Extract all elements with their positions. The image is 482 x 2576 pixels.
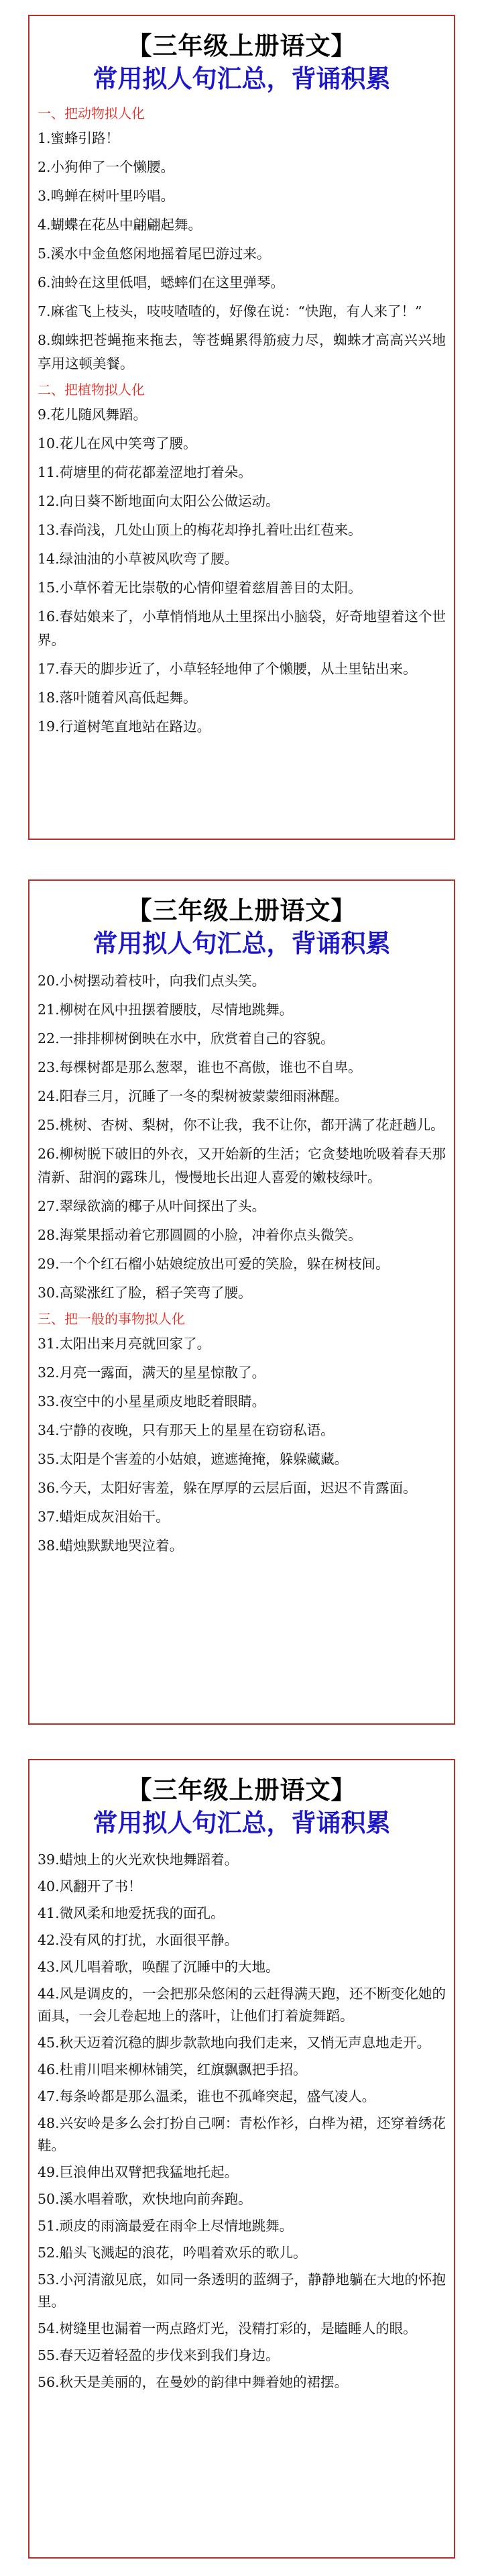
page-title: 【三年级上册语文】 (127, 896, 357, 925)
sentence-item: 47.每条岭都是那么温柔，谁也不孤峰突起，盛气凌人。 (38, 2088, 376, 2104)
sentence-item: 48.兴安岭是多么会打扮自己啊：青松作衫，白桦为裙，还穿着绣花鞋。 (38, 2115, 446, 2153)
sentence-item: 29.一个个红石榴小姑娘绽放出可爱的笑脸，躲在树枝间。 (38, 1256, 389, 1272)
sentence-item: 51.顽皮的雨滴最爱在雨伞上尽情地跳舞。 (38, 2218, 294, 2234)
page-title: 【三年级上册语文】 (127, 1776, 357, 1805)
sentence-item: 12.向日葵不断地面向太阳公公做运动。 (38, 493, 280, 509)
sentence-item: 50.溪水唱着歌，欢快地向前奔跑。 (38, 2191, 252, 2207)
sentence-item: 15.小草怀着无比崇敬的心情仰望着慈眉善目的太阳。 (38, 580, 362, 596)
sentence-item: 45.秋天迈着沉稳的脚步款款地向我们走来，又悄无声息地走开。 (38, 2035, 431, 2051)
sentence-item: 36.今天，太阳好害羞，躲在厚厚的云层后面，迟迟不肯露面。 (38, 1480, 417, 1496)
sentence-item: 16.春姑娘来了，小草悄悄地从土里探出小脑袋，好奇地望着这个世界。 (38, 608, 446, 648)
section-heading-things: 三、把一般的事物拟人化 (38, 1311, 185, 1327)
sentence-item: 35.太阳是个害羞的小姑娘，遮遮掩掩，躲躲藏藏。 (38, 1451, 349, 1467)
sentence-item: 55.春天迈着轻盈的步伐来到我们身边。 (38, 2347, 280, 2363)
sentence-item: 17.春天的脚步近了，小草轻轻地伸了个懒腰，从土里钻出来。 (38, 661, 417, 677)
sentence-item: 22.一排排柳树倒映在水中，欣赏着自己的容貌。 (38, 1030, 335, 1046)
sentence-item: 6.油蛉在这里低唱，蟋蟀们在这里弹琴。 (38, 274, 285, 290)
sentence-item: 14.绿油油的小草被风吹弯了腰。 (38, 551, 239, 567)
sentence-item: 40.风翻开了书！ (38, 1878, 142, 1894)
sentence-item: 19.行道树笔直地站在路边。 (38, 718, 211, 735)
sentence-item: 34.宁静的夜晚，只有那天上的星星在窃窃私语。 (38, 1422, 335, 1438)
sentence-item: 44.风是调皮的，一会把那朵悠闲的云赶得满天跑，还不断变化她的面具，一会儿卷起地上的落叶，让他们打着旋舞蹈。 (38, 1986, 446, 2024)
sentence-item: 24.阳春三月，沉睡了一冬的梨树被蒙蒙细雨淋醒。 (38, 1088, 349, 1104)
sentence-item: 38.蜡烛默默地哭泣着。 (38, 1538, 184, 1554)
sentence-item: 54.树缝里也漏着一两点路灯光，没精打彩的，是瞌睡人的眼。 (38, 2320, 417, 2337)
sentence-item: 25.桃树、杏树、梨树，你不让我，我不让你，都开满了花赶趟儿。 (38, 1117, 444, 1133)
sentence-item: 41.微风柔和地爱抚我的面孔。 (38, 1905, 225, 1921)
sentence-item: 3.鸣蝉在树叶里吟唱。 (38, 188, 175, 204)
card-page-1 (28, 15, 455, 840)
sentence-item: 10.花儿在风中笑弯了腰。 (38, 435, 197, 451)
sentence-item: 18.落叶随着风高低起舞。 (38, 690, 197, 706)
sentence-item: 1.蜜蜂引路！ (38, 130, 120, 146)
page-subtitle: 常用拟人句汇总，背诵积累 (93, 64, 391, 93)
sentence-item: 9.花儿随风舞蹈。 (38, 407, 147, 423)
sentence-item: 42.没有风的打扰，水面很平静。 (38, 1932, 239, 1948)
sentence-item: 13.春尚浅，几处山顶上的梅花却挣扎着吐出红苞来。 (38, 522, 362, 538)
sentence-item: 30.高粱涨红了脸，稻子笑弯了腰。 (38, 1285, 252, 1301)
sentence-item: 2.小狗伸了一个懒腰。 (38, 159, 175, 175)
sentence-item: 27.翠绿欲滴的椰子从叶间探出了头。 (38, 1198, 266, 1214)
sentence-item: 39.蜡烛上的火光欢快地舞蹈着。 (38, 1851, 239, 1868)
sentence-item: 43.风儿唱着歌，唤醒了沉睡中的大地。 (38, 1959, 280, 1975)
sentence-item: 8.蜘蛛把苍蝇拖来拖去，等苍蝇累得筋疲力尽，蜘蛛才高高兴兴地享用这顿美餐。 (38, 332, 446, 372)
sentence-item: 37.蜡炬成灰泪始干。 (38, 1509, 170, 1525)
sentence-item: 23.每棵树都是那么葱翠，谁也不高傲，谁也不自卑。 (38, 1059, 362, 1075)
sentence-item: 31.太阳出来月亮就回家了。 (38, 1336, 211, 1352)
sentence-item: 7.麻雀飞上枝头，吱吱喳喳的，好像在说：“快跑，有人来了！” (38, 303, 422, 319)
card-page-3 (28, 1759, 455, 2559)
sentence-item: 20.小树摆动着枝叶，向我们点头笑。 (38, 973, 266, 989)
sentence-item: 28.海棠果摇动着它那圆圆的小脸，冲着你点头微笑。 (38, 1227, 362, 1243)
card-page-2 (28, 879, 455, 1725)
sentence-item: 33.夜空中的小星星顽皮地眨着眼睛。 (38, 1393, 266, 1409)
sentence-item: 53.小河清澈见底，如同一条透明的蓝绸子，静静地躺在大地的怀抱里。 (38, 2271, 446, 2310)
sentence-item: 49.巨浪伸出双臂把我猛地托起。 (38, 2164, 239, 2180)
page-subtitle: 常用拟人句汇总，背诵积累 (93, 929, 391, 958)
sentence-item: 32.月亮一露面，满天的星星惊散了。 (38, 1364, 266, 1381)
sentence-item: 26.柳树脱下破旧的外衣，又开始新的生活；它贪婪地吮吸着春天那清新、甜润的露珠儿，慢慢地长出迎人喜爱的嫩枝绿叶。 (38, 1146, 446, 1185)
sentence-item: 56.秋天是美丽的，在曼妙的韵律中舞着她的裙摆。 (38, 2374, 349, 2390)
page-subtitle: 常用拟人句汇总，背诵积累 (93, 1809, 391, 1837)
sentence-item: 52.船头飞溅起的浪花，吟唱着欢乐的歌儿。 (38, 2245, 307, 2261)
sentence-item: 46.杜甫川唱来柳林铺笑，红旗飘飘把手招。 (38, 2061, 307, 2078)
section-heading-animals: 一、把动物拟人化 (38, 105, 145, 121)
section-heading-plants: 二、把植物拟人化 (38, 382, 145, 398)
page-title: 【三年级上册语文】 (127, 32, 357, 60)
sentence-item: 5.溪水中金鱼悠闲地摇着尾巴游过来。 (38, 246, 271, 262)
sentence-item: 4.蝴蝶在花丛中翩翩起舞。 (38, 217, 202, 233)
sentence-item: 21.柳树在风中扭摆着腰肢，尽情地跳舞。 (38, 1002, 294, 1018)
sentence-item: 11.荷塘里的荷花都羞涩地打着朵。 (38, 464, 252, 480)
